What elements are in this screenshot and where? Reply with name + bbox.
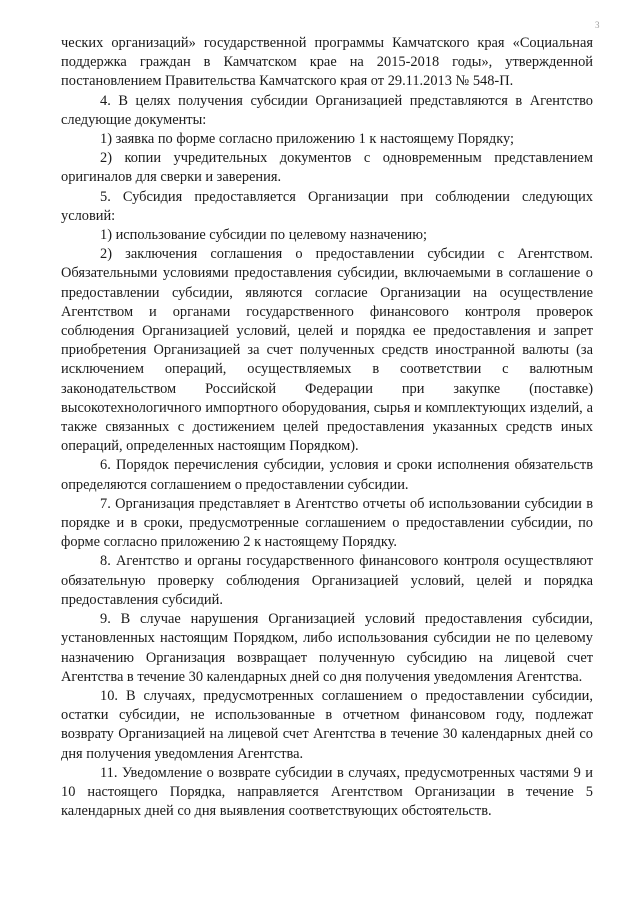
paragraph-item-8: 8. Агентство и органы государственного финансового контроля осуществляют обязательную проверку соблюдения Организацией условий, целей и порядка предоставления субсидий. <box>61 553 593 608</box>
document-body <box>61 34 593 821</box>
paragraph-item-7: 7. Организация представляет в Агентство отчеты об использовании субсидии в порядке и в сроки, предусмотренные соглашением о предоставлении субсидии, по форме согласно приложению 2 к настоящему Порядку. <box>61 495 593 551</box>
paragraph-item-4: 4. В целях получения субсидии Организацией представляются в Агентство следующие документы: <box>61 92 593 128</box>
paragraph-item-4-2: 2) копии учредительных документов с одновременным представлением оригиналов для сверки и заверения. <box>61 150 593 186</box>
paragraph-item-5-1: 1) использование субсидии по целевому назначению; <box>100 227 427 244</box>
paragraph-item-6: 6. Порядок перечисления субсидии, условия и сроки исполнения обязательств определяются соглашением о предоставлении субсидии. <box>61 457 593 493</box>
paragraph-item-11: 11. Уведомление о возврате субсидии в случаях, предусмотренных частями 9 и 10 настоящего Порядка, направляется Агентством Организации в течение 5 календарных дней со дня выявления соответствующих обстоятельств. <box>61 764 593 820</box>
paragraph-item-10: 10. В случаях, предусмотренных соглашением о предоставлении субсидии, остатки субсидии, не использованные в отчетном финансовом году, подлежат возврату Организацией на лицевой счет Агентства в течение 30 календарных дней со дня получения уведомления Агентства. <box>61 687 593 762</box>
paragraph-item-4-1: 1) заявка по форме согласно приложению 1 к настоящему Порядку; <box>100 131 515 148</box>
paragraph-continuation: ческих организаций» государственной программы Камчатского края «Социальная поддержка граждан в Камчатском крае на 2015-2018 годы», утвержденной постановлением Правительства Камчатского края от 29.11.2013 № 548-П. <box>61 35 593 90</box>
paragraph-item-5: 5. Субсидия предоставляется Организации при соблюдении следующих условий: <box>61 188 593 224</box>
page-number: 3 <box>595 20 600 30</box>
paragraph-item-9: 9. В случае нарушения Организацией условий предоставления субсидии, установленных настоящим Порядком, либо использования субсидии не по целевому назначению Организация возвращает полученную субсидию на лицевой счет Агентства в течение 30 календарных дней со дня получения уведомления Агентства. <box>61 611 593 685</box>
paragraph-item-5-2: 2) заключения соглашения о предоставлении субсидии с Агентством. Обязательными условиями предоставления субсидии, включаемыми в соглашение о предоставлении субсидии, являются согласие Организации на осуществление Агентством и органами государственного финансового контроля проверок соблюдения Организацией условий, целей и порядка ее предоставления и запрет приобретения Организацией за счет полученных средств иностранной валюты (за исключением операций, осуществляемых в соответствии с валютным законодательством Российской Федерации при закупке (поставке) высокотехнологичного импортного оборудования, сырья и комплектующих изделий, а также связанных с достижением целей предоставления указанных средств иных операций, определенных настоящим Порядком). <box>61 246 593 455</box>
